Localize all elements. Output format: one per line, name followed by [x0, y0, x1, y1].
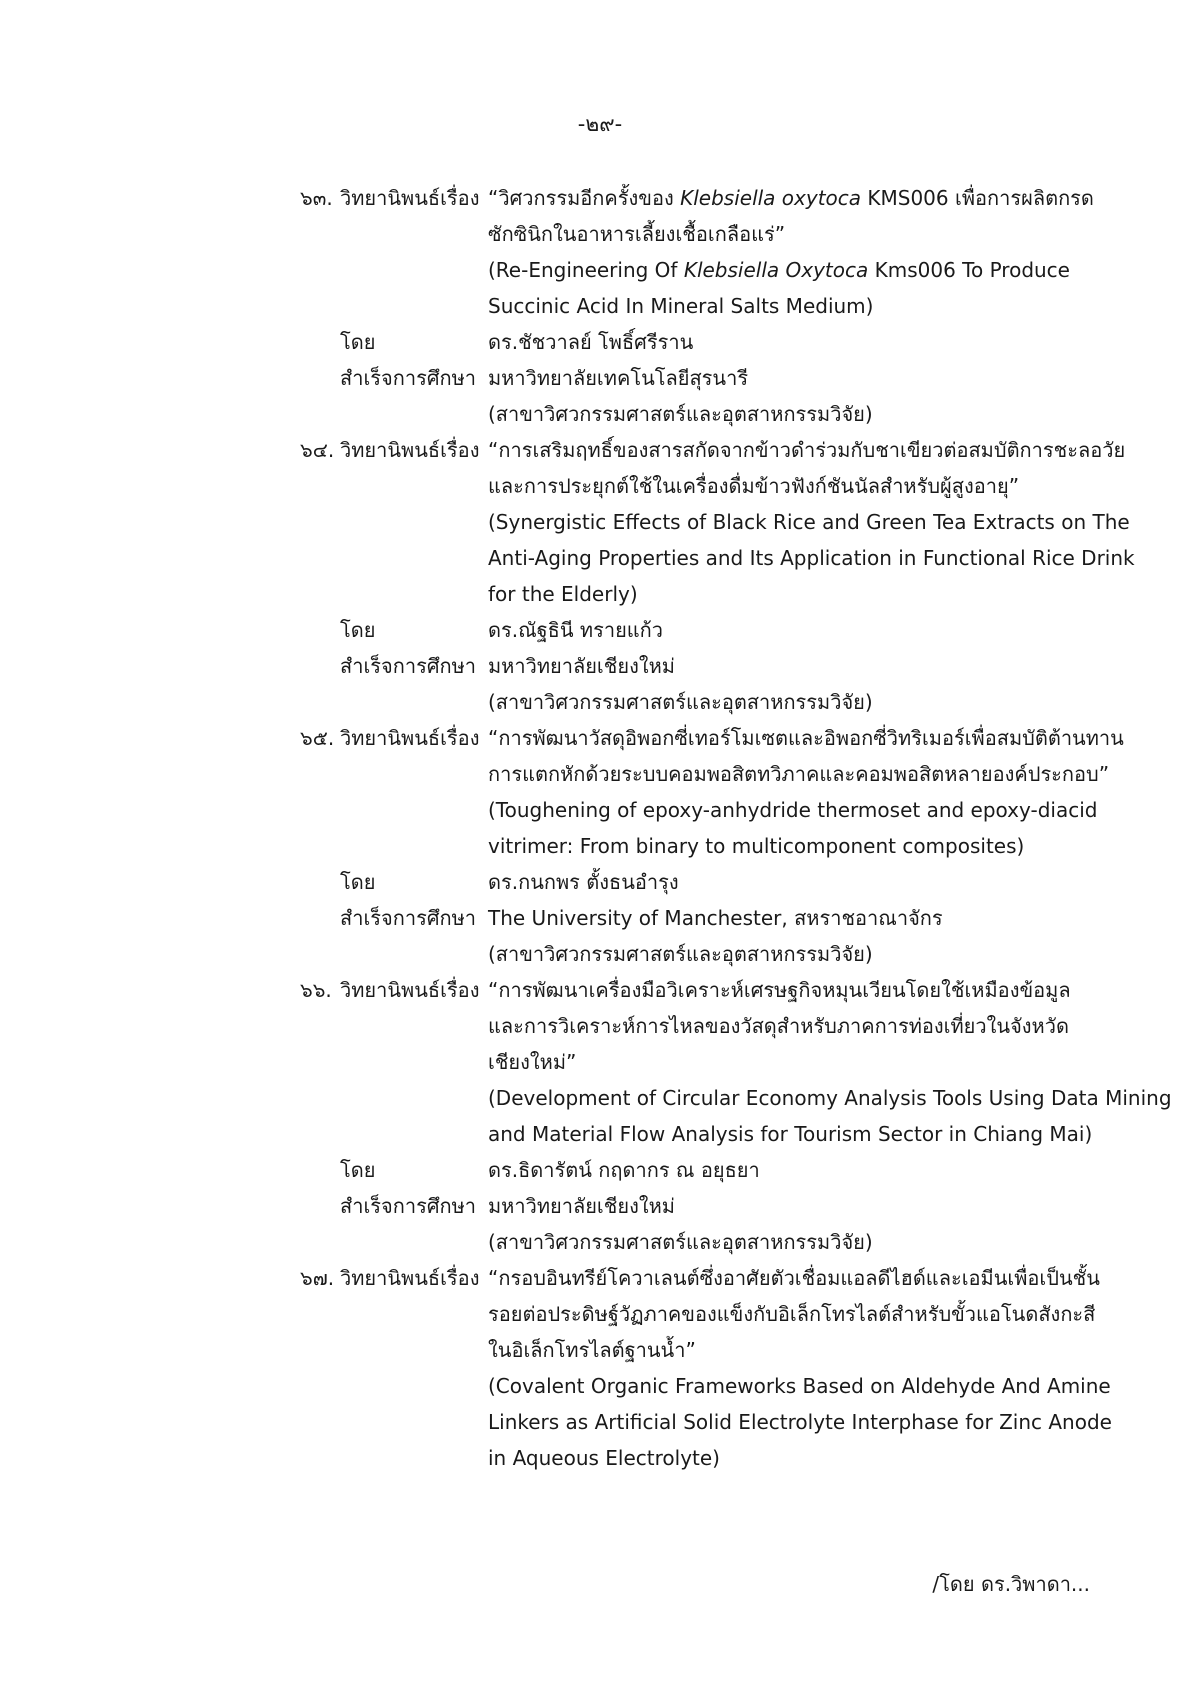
field-of-study: (สาขาวิศวกรรมศาสตร์และอุตสาหกรรมวิจัย)	[488, 1230, 873, 1254]
title-line: และการวิเคราะห์การไหลของวัสดุสำหรับภาคการท่องเที่ยวในจังหวัด	[488, 1014, 1069, 1038]
title-line: Succinic Acid In Mineral Salts Medium)	[488, 294, 874, 318]
university: มหาวิทยาลัยเทคโนโลยีสุรนารี	[488, 366, 749, 390]
author-name: ดร.ณัฐธินี ทรายแก้ว	[488, 618, 664, 642]
title-line: “กรอบอินทรีย์โควาเลนต์ซึ่งอาศัยตัวเชื่อมแอลดีไฮด์และเอมีนเพื่อเป็นชั้น	[488, 1266, 1100, 1290]
title-line: และการประยุกต์ใช้ในเครื่องดื่มข้าวฟังก์ชันนัลสำหรับผู้สูงอายุ”	[488, 474, 1020, 498]
title-line: ในอิเล็กโทรไลต์ฐานน้ำ”	[488, 1338, 696, 1362]
field-of-study: (สาขาวิศวกรรมศาสตร์และอุตสาหกรรมวิจัย)	[488, 942, 873, 966]
page-number: -๒๙-	[577, 112, 623, 136]
author-name: ดร.ชัชวาลย์ โพธิ์ศรีราน	[488, 330, 694, 354]
author-name: ดร.ธิดารัตน์ กฤดากร ณ อยุธยา	[488, 1158, 760, 1182]
title-line: and Material Flow Analysis for Tourism Sector in Chiang Mai)	[488, 1122, 1093, 1146]
title-line: Anti-Aging Properties and Its Application in Functional Rice Drink	[488, 546, 1135, 570]
by-label: โดย	[340, 1158, 376, 1182]
author-name: ดร.กนกพร ตั้งธนอำรุง	[488, 870, 679, 894]
graduation-label: สำเร็จการศึกษา	[340, 366, 477, 390]
thesis-label: วิทยานิพนธ์เรื่อง	[340, 186, 480, 210]
university: มหาวิทยาลัยเชียงใหม่	[488, 1194, 675, 1218]
title-line: for the Elderly)	[488, 582, 638, 606]
title-line: (Re-Engineering Of Klebsiella Oxytoca Kms006 To Produce	[488, 258, 1070, 282]
title-line: (Development of Circular Economy Analysis Tools Using Data Mining	[488, 1086, 1172, 1110]
thesis-label: วิทยานิพนธ์เรื่อง	[340, 978, 480, 1002]
title-line: รอยต่อประดิษฐ์วัฏภาคของแข็งกับอิเล็กโทรไลต์สำหรับขั้วแอโนดสังกะสี	[488, 1302, 1096, 1326]
title-line: (Synergistic Effects of Black Rice and Green Tea Extracts on The	[488, 510, 1130, 534]
title-line: “การพัฒนาวัสดุอิพอกซี่เทอร์โมเซตและอิพอกซี่วิทริเมอร์เพื่อสมบัติต้านทาน	[488, 726, 1124, 750]
graduation-label: สำเร็จการศึกษา	[340, 906, 477, 930]
title-line: (Covalent Organic Frameworks Based on Aldehyde And Amine	[488, 1374, 1111, 1398]
entry-number: ๖๔.	[300, 438, 335, 462]
field-of-study: (สาขาวิศวกรรมศาสตร์และอุตสาหกรรมวิจัย)	[488, 690, 873, 714]
title-line: in Aqueous Electrolyte)	[488, 1446, 720, 1470]
thesis-label: วิทยานิพนธ์เรื่อง	[340, 438, 480, 462]
by-label: โดย	[340, 330, 376, 354]
university: The University of Manchester, สหราชอาณาจักร	[488, 906, 943, 930]
entry-number: ๖๕.	[300, 726, 335, 750]
by-label: โดย	[340, 618, 376, 642]
title-line: “วิศวกรรมอีกครั้งของ Klebsiella oxytoca KMS006 เพื่อการผลิตกรด	[488, 186, 1094, 210]
by-label: โดย	[340, 870, 376, 894]
title-line: เชียงใหม่”	[488, 1050, 577, 1074]
continuation-footer: /โดย ดร.วิพาดา...	[932, 1572, 1090, 1596]
thesis-label: วิทยานิพนธ์เรื่อง	[340, 1266, 480, 1290]
title-line: (Toughening of epoxy-anhydride thermoset and epoxy-diacid	[488, 798, 1098, 822]
entry-number: ๖๗.	[300, 1266, 335, 1290]
title-line: ซักซินิกในอาหารเลี้ยงเชื้อเกลือแร่”	[488, 222, 786, 246]
field-of-study: (สาขาวิศวกรรมศาสตร์และอุตสาหกรรมวิจัย)	[488, 402, 873, 426]
entry-number: ๖๖.	[300, 978, 332, 1002]
title-line: vitrimer: From binary to multicomponent composites)	[488, 834, 1025, 858]
title-line: Linkers as Artificial Solid Electrolyte Interphase for Zinc Anode	[488, 1410, 1112, 1434]
title-line: “การเสริมฤทธิ์ของสารสกัดจากข้าวดำร่วมกับชาเขียวต่อสมบัติการชะลอวัย	[488, 438, 1126, 462]
entry-number: ๖๓.	[300, 186, 333, 210]
title-line: การแตกหักด้วยระบบคอมพอสิตทวิภาคและคอมพอสิตหลายองค์ประกอบ”	[488, 762, 1110, 786]
thesis-label: วิทยานิพนธ์เรื่อง	[340, 726, 480, 750]
graduation-label: สำเร็จการศึกษา	[340, 1194, 477, 1218]
university: มหาวิทยาลัยเชียงใหม่	[488, 654, 675, 678]
title-line: “การพัฒนาเครื่องมือวิเคราะห์เศรษฐกิจหมุนเวียนโดยใช้เหมืองข้อมูล	[488, 978, 1071, 1002]
graduation-label: สำเร็จการศึกษา	[340, 654, 477, 678]
